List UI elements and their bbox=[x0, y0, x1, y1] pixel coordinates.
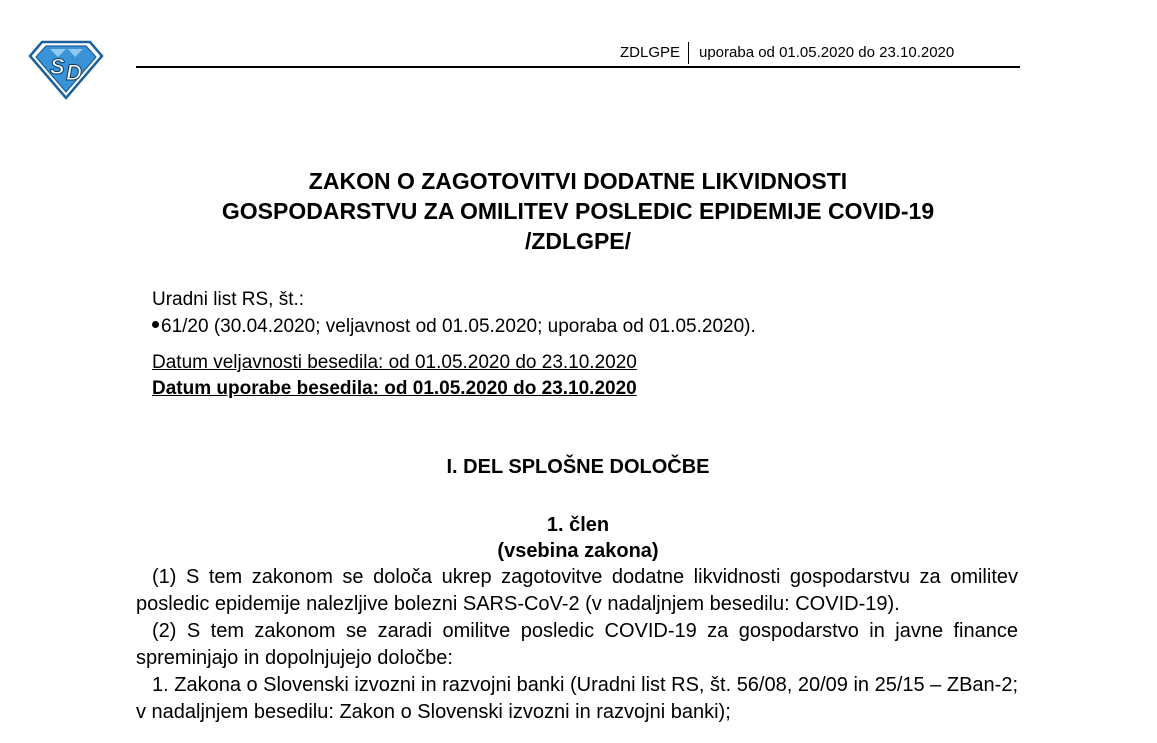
article-paragraph: (1) S tem zakonom se določa ukrep zagotovitve dodatne likvidnosti gospodarstvu za omilitev posledic epidemije nalezljive bolezni SARS-CoV-2 (v nadaljnjem besedilu: COVID-19). bbox=[136, 566, 1018, 615]
article-body bbox=[136, 564, 1018, 726]
header-usage-dates: uporaba od 01.05.2020 do 23.10.2020 bbox=[699, 44, 955, 61]
article-paragraph: (2) S tem zakonom se zaradi omilitve posledic COVID-19 za gospodarstvo in javne finance spreminjajo in dopolnjujejo določbe: bbox=[136, 620, 1018, 669]
law-title-line-1: ZAKON O ZAGOTOVITVI DODATNE LIKVIDNOSTI bbox=[308, 168, 848, 194]
article-number: 1. člen bbox=[546, 514, 610, 536]
svg-text:S: S bbox=[50, 54, 65, 79]
gazette-entry-text: 61/20 (30.04.2020; veljavnost od 01.05.2020; uporaba od 01.05.2020). bbox=[161, 316, 756, 337]
svg-text:D: D bbox=[66, 60, 82, 85]
sd-diamond-logo-icon bbox=[28, 40, 104, 100]
bullet-icon bbox=[152, 321, 159, 328]
header-law-code: ZDLGPE bbox=[619, 44, 680, 61]
gazette-entry bbox=[152, 313, 756, 340]
article-paragraph: 1. Zakona o Slovenski izvozni in razvojni banki (Uradni list RS, št. 56/08, 20/09 in 25/15 – ZBan-2; v nadaljnjem besedilu: Zakon o Slovenski izvozni in razvojni banki); bbox=[136, 674, 1019, 723]
law-title bbox=[136, 166, 1020, 256]
running-header bbox=[136, 42, 1020, 68]
header-divider bbox=[688, 42, 689, 64]
validity-dates bbox=[152, 350, 637, 402]
gazette-label: Uradni list RS, št.: bbox=[152, 289, 305, 310]
article-subtitle: (vsebina zakona) bbox=[497, 540, 659, 562]
usage-date-text: Datum uporabe besedila: od 01.05.2020 do 23.10.2020 bbox=[152, 378, 637, 399]
gazette-reference bbox=[152, 286, 756, 340]
article-heading bbox=[136, 512, 1020, 564]
section-heading: I. DEL SPLOŠNE DOLOČBE bbox=[446, 456, 710, 478]
law-title-line-2: GOSPODARSTVU ZA OMILITEV POSLEDIC EPIDEMIJE COVID-19 bbox=[221, 198, 935, 224]
law-title-abbreviation: /ZDLGPE/ bbox=[524, 228, 632, 254]
validity-date-text: Datum veljavnosti besedila: od 01.05.2020 do 23.10.2020 bbox=[152, 352, 637, 373]
